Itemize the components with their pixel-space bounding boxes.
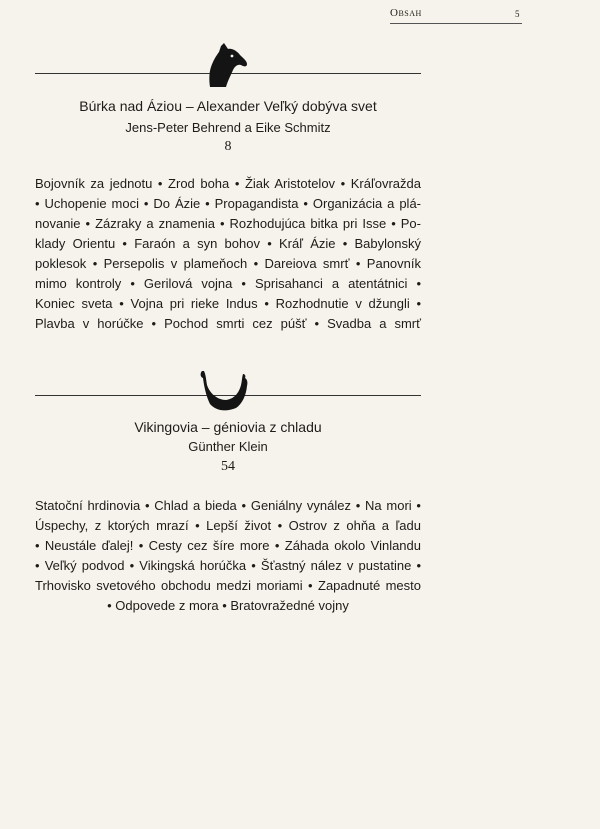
- chapter-line: Trhovisko svetového obchodu medzi moriami • Zapadnuté mesto: [35, 578, 421, 593]
- chapter-line: Úspechy, z ktorých mrazí • Lepší život • Ostrov z ohňa a ľadu: [35, 518, 421, 533]
- header-rule: [390, 23, 522, 24]
- section-2-chapter-list: [35, 496, 421, 616]
- chapter-line: • Neustále ďalej! • Cesty cez šíre more • Záhada okolo Vinlandu: [35, 538, 421, 553]
- section-2-authors: Günther Klein: [188, 439, 268, 454]
- chapter-line: Bojovník za jednotu • Zrod boha • Žiak Aristotelov • Kráľovražda: [35, 176, 421, 191]
- chapter-line: mimo kontroly • Gerilová vojna • Sprisahanci a atentátnici •: [35, 276, 421, 291]
- section-1-chapter-list: [35, 174, 421, 334]
- chapter-line: poklesok • Persepolis v plameňoch • Dareiova smrť • Panovník: [35, 256, 421, 271]
- section-1-title: Búrka nad Áziou – Alexander Veľký dobýva svet: [79, 98, 377, 114]
- chapter-line: • Odpovede z mora • Bratovražedné vojny: [107, 598, 349, 613]
- running-header-label: Obsah: [390, 7, 422, 19]
- chapter-line: Plavba v horúčke • Pochod smrti cez púšť • Svadba a smrť: [35, 316, 421, 331]
- section-1-page-ref: 8: [224, 139, 232, 154]
- chapter-line: Koniec sveta • Vojna pri rieke Indus • Rozhodnutie v džungli •: [35, 296, 421, 311]
- chapter-line: • Veľký podvod • Vikingská horúčka • Šťastný nález v pustatine •: [35, 558, 421, 573]
- section-2-page-ref: 54: [221, 459, 235, 474]
- chapter-line: • Uchopenie moci • Do Ázie • Propagandista • Organizácia a plá-: [35, 196, 421, 211]
- viking-ship-icon: [198, 368, 250, 414]
- chapter-line: novanie • Zázraky a znamenia • Rozhodujúca bitka pri Isse • Po-: [35, 216, 421, 231]
- horse-head-icon: [202, 40, 248, 90]
- section-1-authors: Jens-Peter Behrend a Eike Schmitz: [125, 120, 331, 135]
- chapter-line: Statoční hrdinovia • Chlad a bieda • Geniálny vynález • Na mori •: [35, 498, 421, 513]
- chapter-line: klady Orientu • Faraón a syn bohov • Kráľ Ázie • Babylonský: [35, 236, 421, 251]
- section-2-title: Vikingovia – géniovia z chladu: [134, 419, 322, 435]
- page-number: 5: [515, 9, 520, 19]
